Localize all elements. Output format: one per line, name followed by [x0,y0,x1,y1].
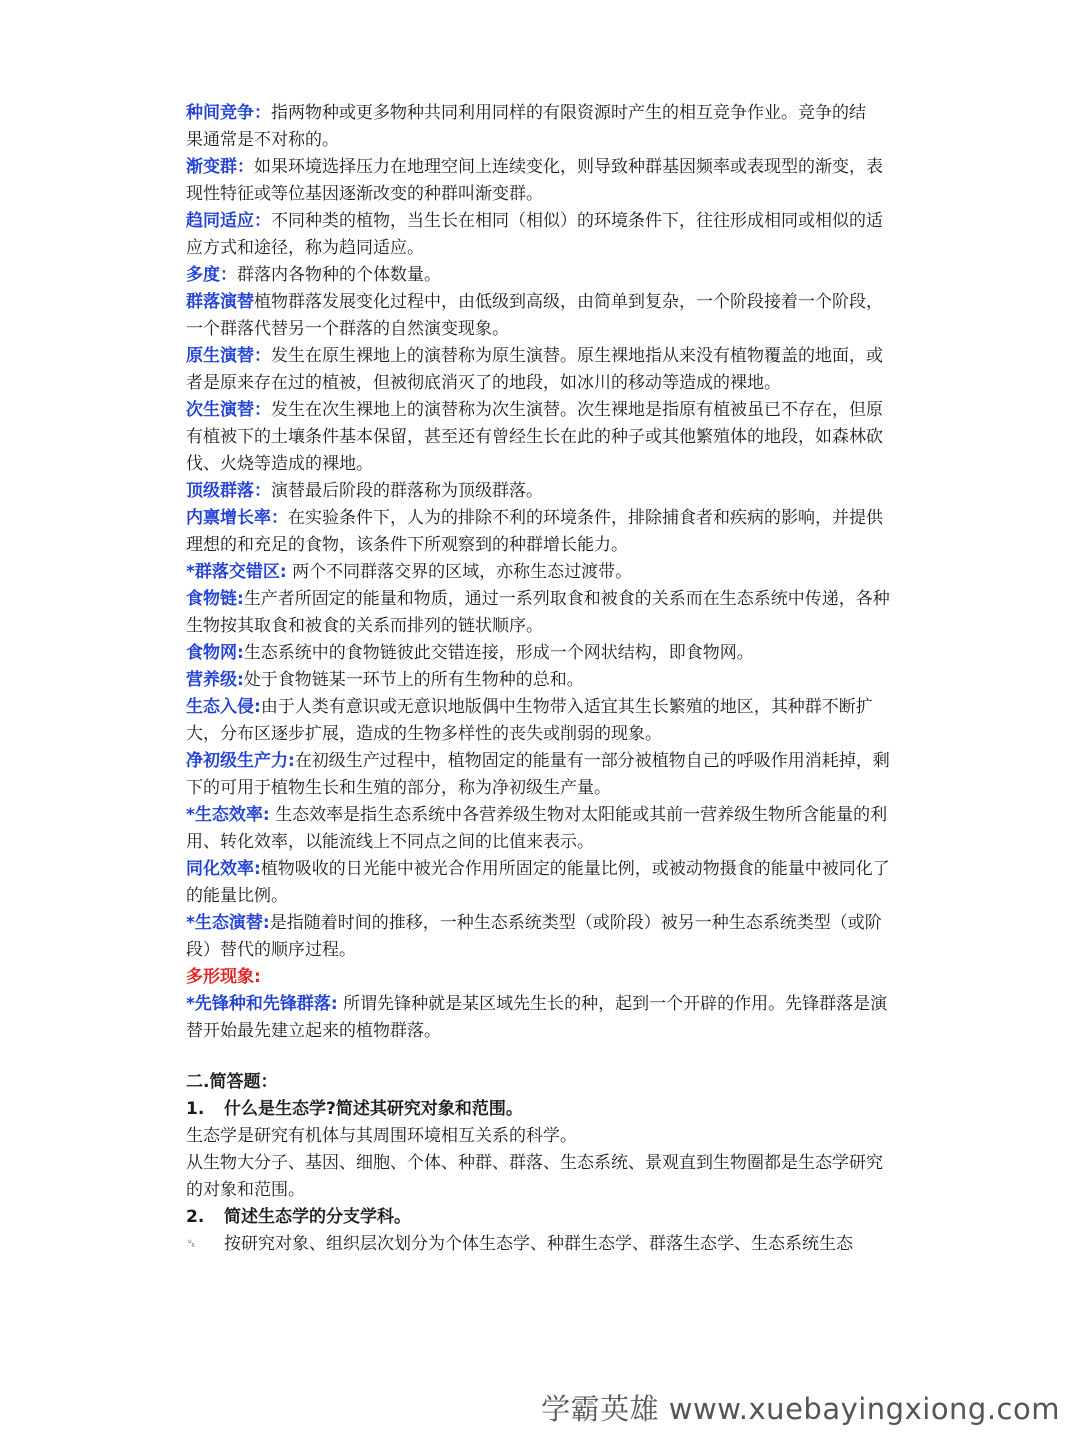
definition-item [186,640,898,667]
definition-term: 顶级群落： [186,481,271,501]
definition-term: 生态入侵: [186,697,261,717]
bullet-item [186,1231,898,1258]
definition-text: 指两物种或更多物种共同利用同样的有限资源时产生的相互竞争作业。竞争的结 [271,103,866,123]
definition-text: 不同种类的植物，当生长在相同（相似）的环境条件下，往往形成相同或相似的适应方式和途径，称为趋同适应。 [186,211,883,258]
definition-item [186,289,898,343]
definition-term: 净初级生产力: [186,751,295,771]
watermark: 学霸英雄 www.xuebayingxiong.com [541,1392,1060,1426]
definition-item [186,667,898,694]
definition-item [186,478,898,505]
definition-term: 群落演替 [186,292,254,312]
definition-text: 生产者所固定的能量和物质，通过一系列取食和被食的关系而在生态系统中传递，各种生物按其取食和被食的关系而排列的链状顺序。 [186,589,890,636]
question-heading [186,1204,898,1231]
definition-term: 次生演替： [186,400,271,420]
definition-term: 趋同适应： [186,211,271,231]
definition-item [186,397,898,478]
definition-text: 两个不同群落交界的区域，亦称生态过渡带。 [286,562,633,582]
definition-term: *生态演替: [186,913,270,933]
question-title: 简述生态学的分支学科。 [224,1207,411,1227]
definition-text: 如果环境选择压力在地理空间上连续变化，则导致种群基因频率或表现型的渐变，表现性特征或等位基因逐渐改变的种群叫渐变群。 [186,157,883,204]
definition-item [186,154,898,208]
definition-term: 同化效率: [186,859,261,879]
definition-item [186,802,898,856]
definition-term: 食物链: [186,589,244,609]
definition-item [186,559,898,586]
definition-term: 原生演替： [186,346,271,366]
definition-text: 群落内各物种的个体数量。 [237,265,441,285]
definition-text: 演替最后阶段的群落称为顶级群落。 [271,481,543,501]
definition-term: 多度： [186,265,237,285]
definition-item [186,208,898,262]
definition-term: 内禀增长率： [186,508,288,528]
definition-term: 食物网: [186,643,244,663]
definition-text: 植物吸收的日光能中被光合作用所固定的能量比例，或被动物摄食的能量中被同化了的能量比例。 [186,859,890,906]
definition-term: *群落交错区: [186,562,287,582]
definition-text: 在实验条件下，人为的排除不利的环境条件，排除捕食者和疾病的影响，并提供理想的和充足的食物，该条件下所观察到的种群增长能力。 [186,508,883,555]
definition-text: 是指随着时间的推移，一种生态系统类型（或阶段）被另一种生态系统类型（或阶段）替代的顺序过程。 [186,913,882,960]
definition-text: 发生在次生裸地上的演替称为次生演替。次生裸地是指原有植被虽已不存在，但原有植被下的土壤条件基本保留，甚至还有曾经生长在此的种子或其他繁殖体的地段，如森林砍伐、火烧等造成的裸地。 [186,400,883,474]
answer-text: 按研究对象、组织层次划分为个体生态学、种群生态学、群落生态学、生态系统生态 [224,1234,853,1254]
answer-text: 从生物大分子、基因、细胞、个体、种群、群落、生态系统、景观直到生物圈都是生态学研究的对象和范围。 [186,1153,883,1200]
definition-text: 在初级生产过程中，植物固定的能量有一部分被植物自己的呼吸作用消耗掉，剩下的可用于植物生长和生殖的部分，称为净初级生产量。 [186,751,890,798]
bullet-icon: ␟ [186,1237,197,1252]
definition-text: 所谓先锋种就是某区域先生长的种，起到一个开辟的作用。先锋群落是演替开始最先建立起来的植物群落。 [186,994,888,1041]
answer-text: 生态学是研究有机体与其周围环境相互关系的科学。 [186,1126,577,1146]
document-body [186,100,898,1258]
definition-term: 渐变群： [186,157,254,177]
section-heading: 二.简答题： [186,1072,278,1092]
definition-text: 生态效率是指生态系统中各营养级生物对太阳能或其前一营养级生物所含能量的利用、转化效率，以能流线上不同点之间的比值来表示。 [186,805,888,852]
definition-term: 营养级: [186,670,244,690]
definition-term: *生态效率: [186,805,270,825]
definition-item [186,100,898,127]
definition-text: 处于食物链某一环节上的所有生物种的总和。 [243,670,584,690]
definition-term: 种间竞争： [186,103,271,123]
definition-text: 生态系统中的食物链彼此交错连接，形成一个网状结构，即食物网。 [243,643,754,663]
definition-item [186,586,898,640]
definition-text: 植物群落发展变化过程中，由低级到高级，由简单到复杂，一个阶段接着一个阶段，一个群落代替另一个群落的自然演变现象。 [186,292,883,339]
definition-item [186,991,898,1045]
definition-item [186,910,898,964]
definition-text: 发生在原生裸地上的演替称为原生演替。原生裸地指从来没有植物覆盖的地面，或者是原来存在过的植被，但被彻底消灭了的地段，如冰川的移动等造成的裸地。 [186,346,883,393]
question-title: 什么是生态学?简述其研究对象和范围。 [224,1099,523,1119]
question-number: 1. [186,1099,205,1119]
definition-item [186,748,898,802]
question-heading [186,1096,898,1123]
definition-term: *先锋种和先锋群落: [186,994,338,1014]
definition-text: 由于人类有意识或无意识地版偶中生物带入适宜其生长繁殖的地区，其种群不断扩大，分布区逐步扩展，造成的生物多样性的丧失或削弱的现象。 [186,697,873,744]
definition-item [186,964,898,991]
section-spacer [186,1045,898,1069]
definition-item [186,505,898,559]
definition-item [186,343,898,397]
definition-item [186,694,898,748]
definition-continuation: 果通常是不对称的。 [186,130,339,150]
definition-item [186,262,898,289]
definition-term-highlighted: 多形现象: [186,967,261,987]
question-number: 2. [186,1207,205,1227]
definition-item [186,856,898,910]
